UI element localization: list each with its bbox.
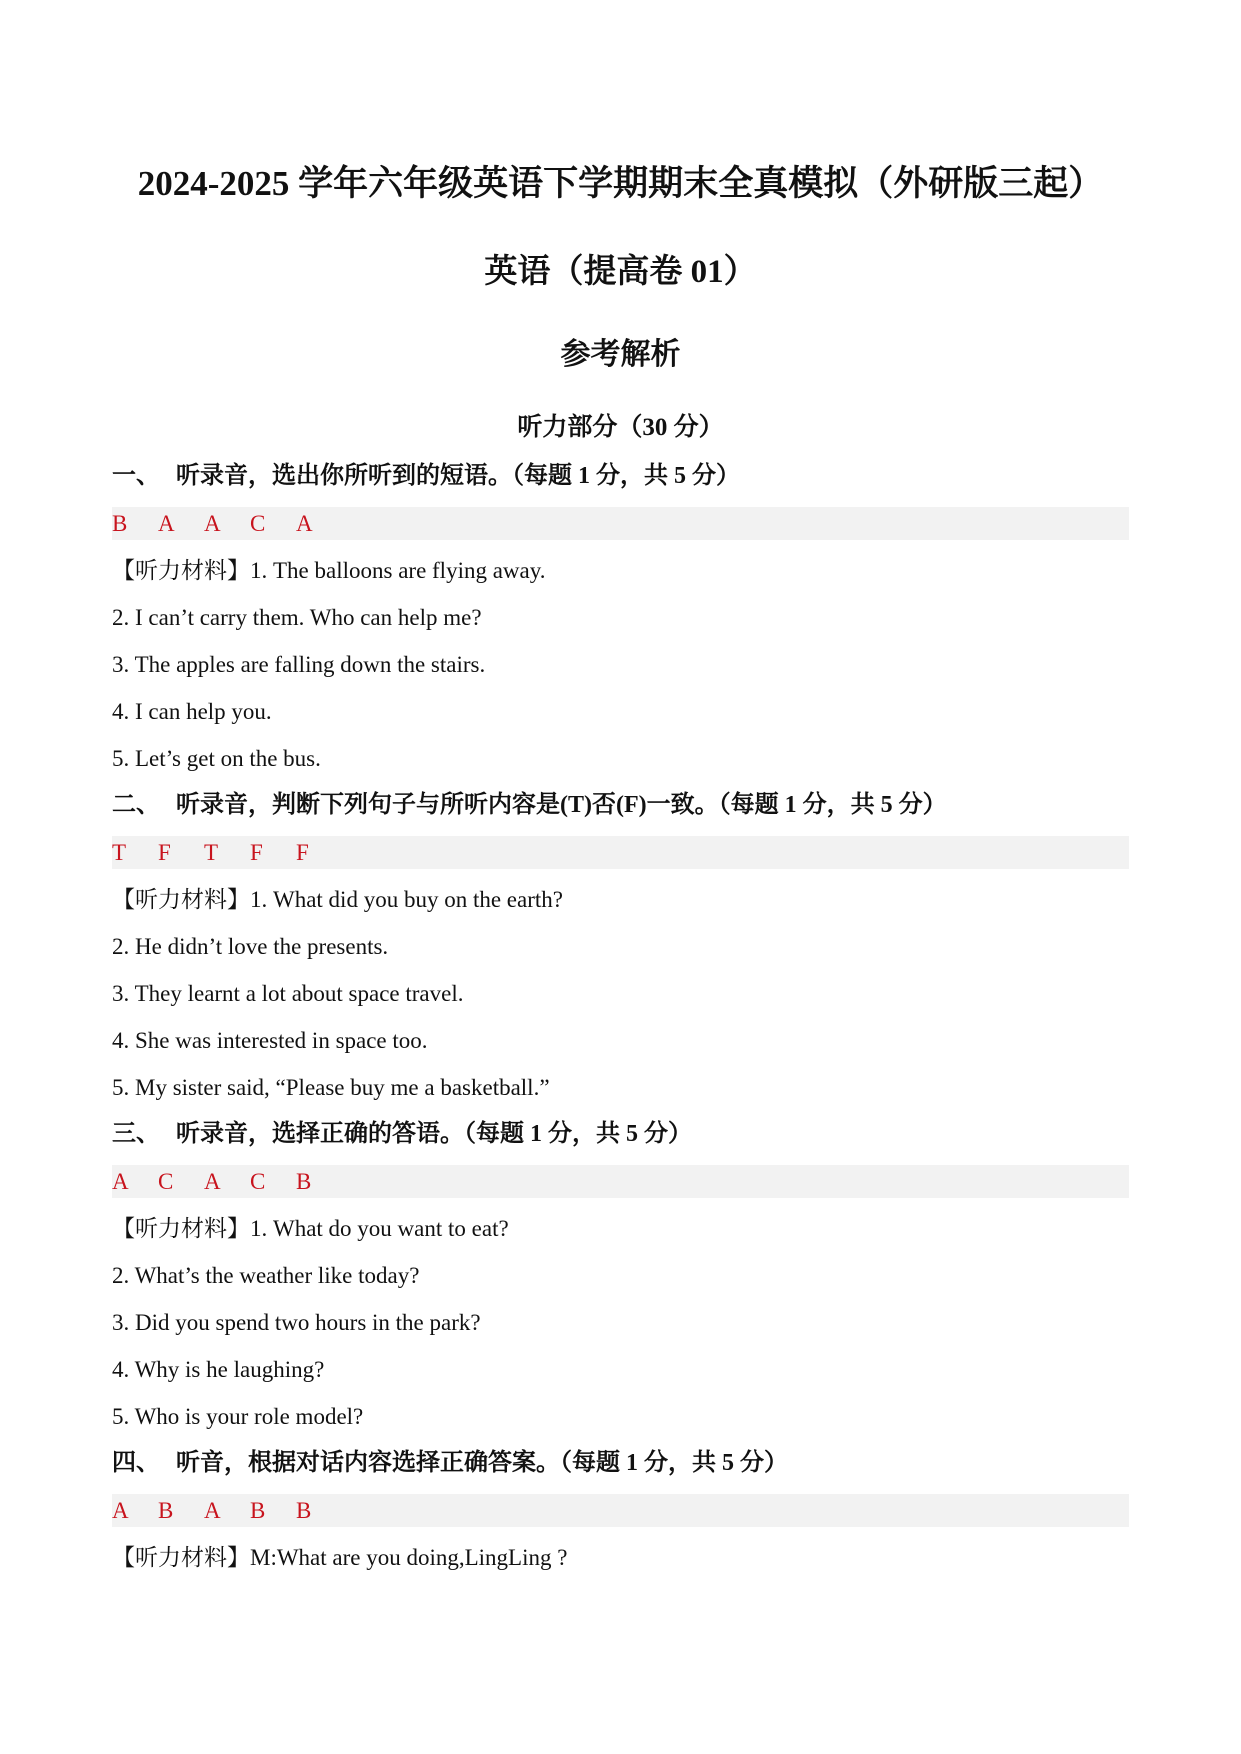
answer-item: A xyxy=(204,511,221,536)
answer-item: C xyxy=(250,511,266,536)
answer-item: A xyxy=(296,511,313,536)
answer-item: F xyxy=(296,840,309,865)
document-type: 参考解析 xyxy=(560,338,681,371)
transcript-line: 4. I can help you. xyxy=(112,699,272,724)
transcript-line: 【听力材料】1. What did you buy on the earth? xyxy=(112,887,563,912)
transcript-line: 2. He didn’t love the presents. xyxy=(112,934,389,959)
answer-item: B xyxy=(250,1498,266,1523)
answer-item: F xyxy=(158,840,171,865)
document-subtitle: 英语（提高卷 01） xyxy=(484,254,757,290)
answer-key-row xyxy=(112,507,1129,540)
section-number: 三、 xyxy=(112,1121,160,1147)
transcript-line: 3. Did you spend two hours in the park? xyxy=(112,1310,481,1335)
section-instruction: 听音，根据对话内容选择正确答案。（每题 1 分，共 5 分） xyxy=(176,1450,788,1476)
section-heading xyxy=(112,1111,1129,1158)
transcript-line: 【听力材料】1. The balloons are flying away. xyxy=(112,558,546,583)
answer-item: T xyxy=(204,840,219,865)
answer-item: A xyxy=(112,1498,129,1523)
transcript-line: 2. What’s the weather like today? xyxy=(112,1263,420,1288)
transcript-line: 4. Why is he laughing? xyxy=(112,1357,325,1382)
section-heading xyxy=(112,1440,1129,1487)
section-instruction: 听录音，选出你所听到的短语。（每题 1 分，共 5 分） xyxy=(176,463,740,489)
answer-item: B xyxy=(112,511,128,536)
section-number: 一、 xyxy=(112,463,160,489)
answer-item: C xyxy=(158,1169,174,1194)
transcript-line: 【听力材料】1. What do you want to eat? xyxy=(112,1216,509,1241)
section-number: 二、 xyxy=(112,792,160,818)
transcript-line: 【听力材料】M:What are you doing,LingLing ? xyxy=(112,1545,568,1570)
transcript-line: 5. My sister said, “Please buy me a basketball.” xyxy=(112,1075,550,1100)
transcript-line: 4. She was interested in space too. xyxy=(112,1028,428,1053)
answer-item: B xyxy=(296,1169,312,1194)
document-title: 2024-2025 学年六年级英语下学期期末全真模拟（外研版三起） xyxy=(137,164,1104,203)
answer-key-row xyxy=(112,1165,1129,1198)
answer-item: B xyxy=(158,1498,174,1523)
answer-item: F xyxy=(250,840,263,865)
answer-item: B xyxy=(296,1498,312,1523)
answer-content xyxy=(112,453,1129,1581)
part-heading: 听力部分（30 分） xyxy=(517,414,724,441)
answer-item: A xyxy=(204,1498,221,1523)
answer-item: C xyxy=(250,1169,266,1194)
transcript-line: 5. Who is your role model? xyxy=(112,1404,364,1429)
answer-key-row xyxy=(112,1494,1129,1527)
section-instruction: 听录音，选择正确的答语。（每题 1 分，共 5 分） xyxy=(176,1121,692,1147)
transcript-line: 5. Let’s get on the bus. xyxy=(112,746,321,771)
answer-key-row xyxy=(112,836,1129,869)
answer-item: A xyxy=(204,1169,221,1194)
section-instruction: 听录音，判断下列句子与所听内容是(T)否(F)一致。（每题 1 分，共 5 分） xyxy=(176,792,947,818)
transcript-line: 3. They learnt a lot about space travel. xyxy=(112,981,464,1006)
transcript-line: 3. The apples are falling down the stairs. xyxy=(112,652,486,677)
answer-item: A xyxy=(158,511,175,536)
section-heading xyxy=(112,782,1129,829)
answer-item: T xyxy=(112,840,127,865)
section-heading xyxy=(112,453,1129,500)
answer-item: A xyxy=(112,1169,129,1194)
transcript-line: 2. I can’t carry them. Who can help me? xyxy=(112,605,482,630)
section-number: 四、 xyxy=(112,1450,160,1476)
